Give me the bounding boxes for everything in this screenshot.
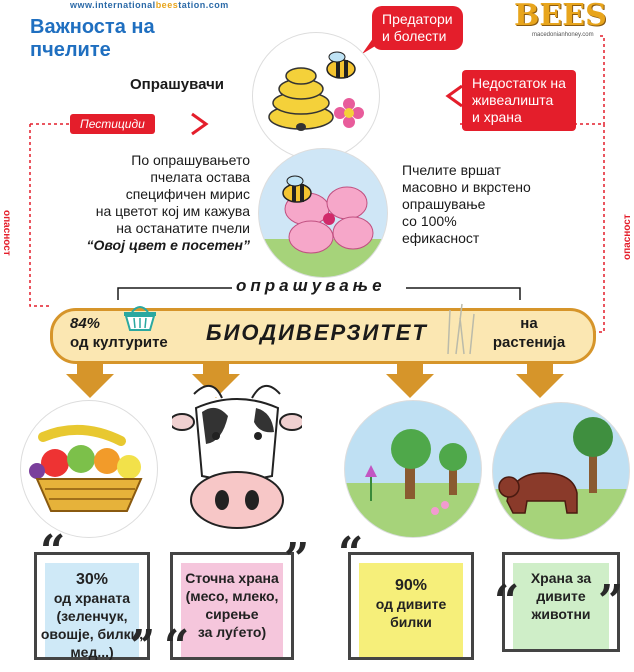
stat-card-wild-plants: 90% од дивите билки (348, 552, 474, 660)
quote-icon: “ (40, 526, 66, 577)
right-description: Пчелите вршат масовно и вкрстено опрашување со 100% ефикасност (402, 162, 531, 246)
danger-label-right: опасност (622, 214, 633, 260)
wild-animal-illustration (492, 402, 630, 540)
arrow-down-icon (66, 362, 114, 398)
habitat-bubble: Недостаток на живеалишта и храна (462, 70, 576, 131)
quote-icon: “ (164, 621, 190, 672)
cow-illustration (172, 372, 302, 537)
beehive-illustration (252, 32, 380, 160)
pollinators-label: Опрашувачи (130, 76, 224, 93)
quote-icon: ” (130, 621, 156, 672)
website-url[interactable]: www.internationalbeestation.com (70, 0, 229, 10)
banner-right-text: на растенија (492, 315, 566, 351)
biodiversity-title: БИОДИВЕРЗИТЕТ (206, 320, 428, 345)
bee-flower-illustration (258, 148, 388, 278)
quote-icon: ” (598, 576, 624, 627)
habitat-arrow-icon (444, 84, 464, 108)
stat-card-wild-animals: Храна за дивите животни (502, 552, 620, 652)
basket-icon (120, 300, 160, 334)
stat-card-food: 30% од храната (зеленчук, овошје, билки, мед...) (34, 552, 150, 660)
pesticides-arrow-icon (188, 112, 212, 136)
grass-icon (440, 300, 480, 355)
arrow-down-icon (516, 362, 564, 398)
bubble-tail-icon (362, 34, 382, 54)
fruit-basket-illustration (20, 400, 158, 538)
bees-logo: BEES macedonianhoney.com (514, 0, 607, 38)
pesticides-tag: Пестициди (70, 114, 155, 134)
page-title: Важноста на пчелите (30, 16, 155, 61)
danger-label-left: опасност (1, 210, 12, 256)
predators-bubble: Предатори и болести (372, 6, 463, 50)
arrow-down-icon (386, 362, 434, 398)
quote-icon: “ (338, 528, 364, 579)
banner-left-text: 84% од културите (70, 315, 168, 351)
stat-card-livestock: Сточна храна (месо, млеко, сирење за луѓето) (170, 552, 294, 660)
meadow-illustration (344, 400, 482, 538)
quote-icon: “ (494, 576, 520, 627)
left-description: По опрашувањето пчелата остава специфичен мирис на цветот кој им кажува на останатите пчели “Овој цвет е посетен” (86, 152, 250, 253)
quote-icon: ” (284, 534, 310, 585)
pollination-label: опрашување (236, 276, 386, 295)
